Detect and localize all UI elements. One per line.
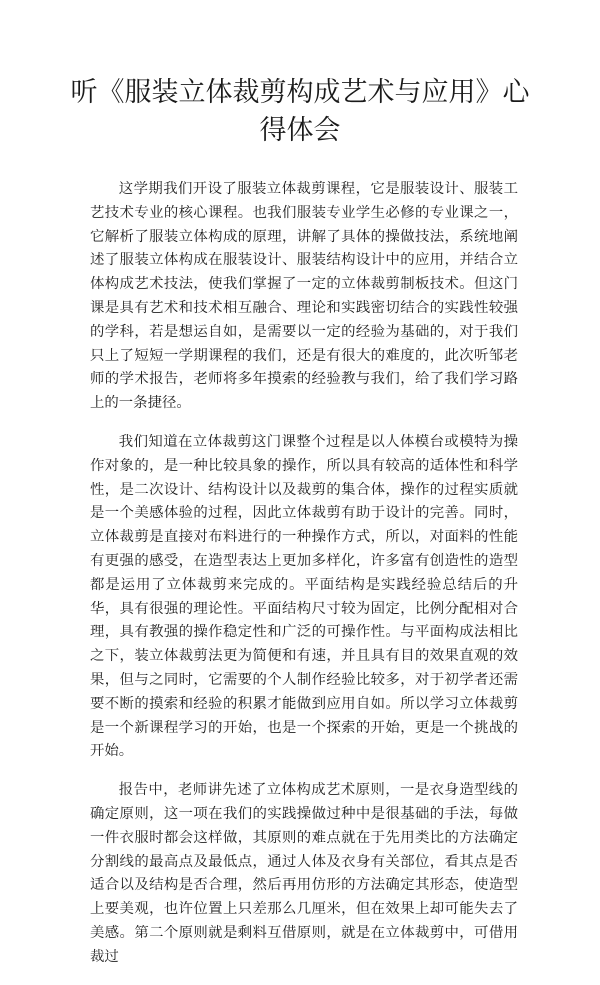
paragraph-1: 这学期我们开设了服装立体裁剪课程，它是服装设计、服装工艺技术专业的核心课程。也我们服装专业学生必修的专业课之一，它解析了服装立体构成的原理，讲解了具体的操做技法，系统地阐述了服装立体构成在服装设计、服装结构设计中的应用，并结合立体构成艺术技法，使我们掌握了一定的立体裁剪制板技术。但这门课是具有艺术和技术相互融合、理论和实践密切结合的实践性较强的学科，若是想运自如，是需要以一定的经验为基础的，对于我们只上了短短一学期课程的我们，还是有很大的难度的，此次听邹老师的学术报告，老师将多年摸索的经验教与我们，给了我们学习路上的一条捷径。 (90, 181, 518, 412)
paragraph-2: 我们知道在立体裁剪这门课整个过程是以人体模台或模特为操作对象的，是一种比较具象的操作，所以具有较高的适体性和科学性，是二次设计、结构设计以及裁剪的集合体，操作的过程实质就是一个美感体验的过程，因此立体裁剪有助于设计的完善。同时，立体裁剪是直接对布料进行的一种操作方式，所以，对面料的性能有更强的感受，在造型表达上更加多样化，许多富有创造性的造型都是运用了立体裁剪来完成的。平面结构是实践经验总结后的升华，具有很强的理论性。平面结构尺寸较为固定，比例分配相对合理，具有教强的操作稳定性和广泛的可操作性。与平面构成法相比之下，装立体裁剪法更为简便和有速，并且具有目的效果直观的效果，但与之同时，它需要的个人制作经验比较多，对于初学者还需要不断的摸索和经验的积累才能做到应用自如。所以学习立体裁剪是一个新课程学习的开始，也是一个探索的开始，更是一个挑战的开始。 (90, 433, 518, 760)
paragraph-3: 报告中，老师讲先述了立体构成艺术原则，一是衣身造型线的确定原则，这一项在我们的实践操做过种中是很基础的手法，每做一件衣服时都会这样做，其原则的难点就在于先用类比的方法确定分割线的最高点及最低点，通过人体及衣身有关部位，看其点是否适合以及结构是否合理，然后再用仿形的方法确定其形态，使造型上要美观，也许位置上只差那么几厘米，但在效果上却可能失去了美感。第二个原则就是剩料互借原则，就是在立体裁剪中，可借用裁过 (90, 782, 518, 965)
document-body (90, 178, 518, 985)
document-title: 听《服装立体裁剪构成艺术与应用》心得体会 (70, 77, 530, 146)
